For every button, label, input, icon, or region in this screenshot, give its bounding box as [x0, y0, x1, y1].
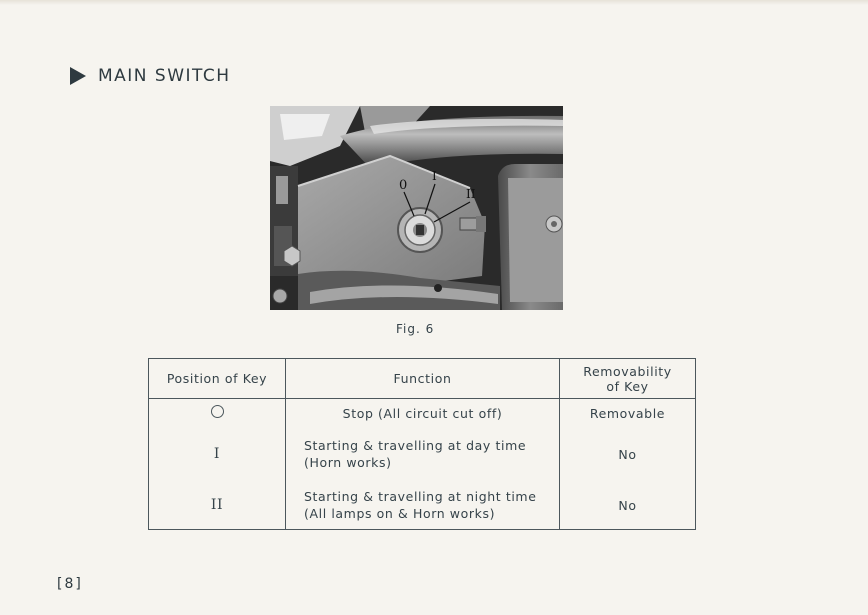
header-removability-line-2: of Key	[606, 378, 649, 394]
key-position-table	[148, 358, 696, 530]
figure-caption: Fig. 6	[396, 322, 435, 336]
off-position-circle-icon	[211, 405, 224, 418]
table-row	[149, 481, 696, 530]
removability-cell: No	[560, 481, 696, 530]
header-position: Position of Key	[149, 359, 286, 399]
switch-label-0: 0	[399, 178, 408, 193]
position-cell: II	[149, 481, 286, 530]
section-title: MAIN SWITCH	[98, 66, 231, 86]
function-line: Starting & travelling at day time	[304, 438, 527, 453]
removability-cell: Removable	[560, 399, 696, 428]
header-removability	[560, 359, 696, 399]
function-line: (All lamps on & Horn works)	[304, 506, 496, 521]
table-row	[149, 399, 696, 428]
header-removability-line-1: Removability	[583, 363, 672, 379]
main-switch-photo	[270, 106, 563, 310]
position-cell	[149, 399, 286, 428]
table-row	[149, 427, 696, 481]
function-cell	[286, 427, 560, 481]
function-line: Stop (All circuit cut off)	[342, 405, 503, 421]
function-cell	[286, 481, 560, 530]
table-header-row	[149, 359, 696, 399]
function-line: Starting & travelling at night time	[304, 489, 537, 504]
header-function: Function	[286, 359, 560, 399]
function-cell	[286, 399, 560, 428]
switch-label-1: I	[432, 169, 437, 183]
switch-label-2: II	[466, 187, 476, 201]
page-edge	[0, 0, 868, 5]
triangle-bullet-icon	[70, 67, 86, 85]
removability-cell: No	[560, 427, 696, 481]
function-line: (Horn works)	[304, 455, 392, 470]
section-heading	[70, 66, 231, 86]
page-number: [8]	[57, 576, 83, 592]
position-cell: I	[149, 427, 286, 481]
